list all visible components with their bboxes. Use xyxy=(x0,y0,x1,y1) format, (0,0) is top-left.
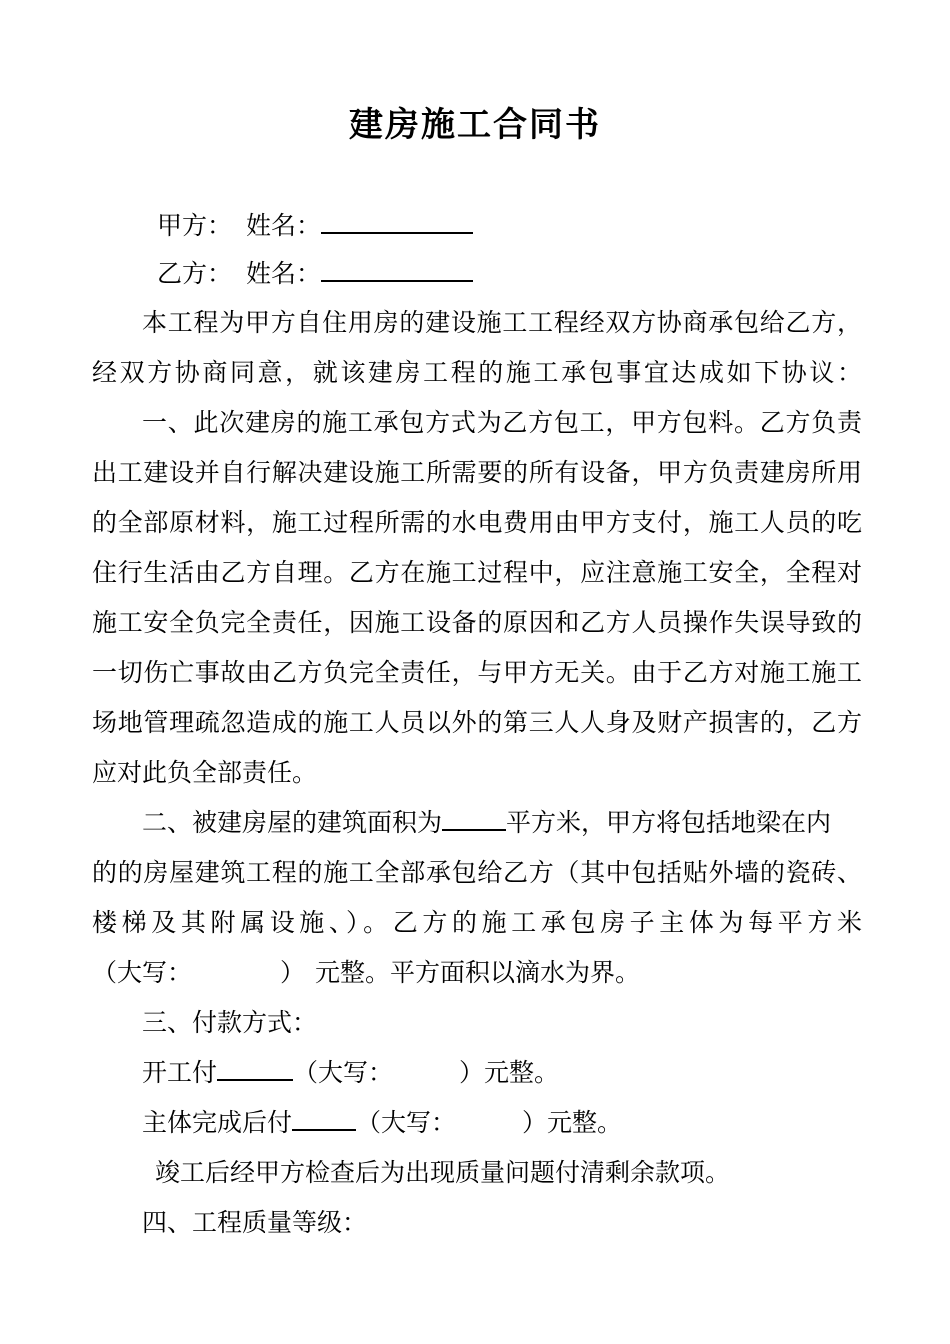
payment-1-suffix: ）元整。 xyxy=(459,1058,560,1087)
party-b-name-blank xyxy=(321,258,473,282)
payment-1-line xyxy=(142,1056,912,1090)
final-payment-line: 竣工后经甲方检查后为出现质量问题付清剩余款项。 xyxy=(155,1158,731,1187)
clause1-line-5: 施工安全负完全责任，因施工设备的原因和乙方人员操作失误导致的 xyxy=(92,608,862,637)
payment-1-blank xyxy=(217,1057,293,1081)
payment-1-upper-label: （大写： xyxy=(293,1058,394,1087)
clause2-line1-b: 平方米，甲方将包括地梁在内 xyxy=(506,808,832,837)
clause1-line-8: 应对此负全部责任。 xyxy=(92,758,318,787)
payment-2-line xyxy=(142,1106,912,1140)
party-b-line xyxy=(157,257,927,291)
clause2-line-2: 的的房屋建筑工程的施工全部承包给乙方（其中包括贴外墙的瓷砖、 xyxy=(92,858,862,887)
clause3-heading: 三、付款方式： xyxy=(142,1008,318,1037)
payment-2-blank xyxy=(292,1107,356,1131)
party-a-name-blank xyxy=(321,210,473,234)
payment-2-label: 主体完成后付 xyxy=(142,1108,293,1137)
clause2-line4-c: 元整。平方面积以滴水为界。 xyxy=(315,958,641,987)
clause1-line-7: 场地管理疏忽造成的施工人员以外的第三人人身及财产损害的，乙方 xyxy=(92,708,862,737)
clause4-heading: 四、工程质量等级： xyxy=(142,1208,368,1237)
clause2-line1-a: 二、被建房屋的建筑面积为 xyxy=(142,808,443,837)
party-a-name-label: 姓名： xyxy=(246,211,322,240)
clause1-line-2: 出工建设并自行解决建设施工所需要的所有设备，甲方负责建房所用 xyxy=(92,458,862,487)
document-title: 建房施工合同书 xyxy=(349,105,601,145)
party-a-label: 甲方： xyxy=(157,211,233,240)
clause1-line-6: 一切伤亡事故由乙方负完全责任，与甲方无关。由于乙方对施工施工 xyxy=(92,658,862,687)
payment-2-suffix: ）元整。 xyxy=(522,1108,623,1137)
payment-1-label: 开工付 xyxy=(142,1058,218,1087)
clause2-line4-b: ） xyxy=(280,958,306,987)
clause2-line-3: 楼梯及其附属设施、）。乙方的施工承包房子主体为每平方米 xyxy=(92,908,862,937)
payment-2-upper-label: （大写： xyxy=(356,1108,457,1137)
clause1-line-1: 一、此次建房的施工承包方式为乙方包工，甲方包料。乙方负责 xyxy=(142,408,862,437)
clause2-line-1 xyxy=(142,806,862,840)
area-blank xyxy=(442,807,506,831)
party-b-label: 乙方： xyxy=(157,259,233,288)
party-a-line xyxy=(157,209,927,243)
clause2-line4-a: （大写： xyxy=(92,958,193,987)
clause1-line-3: 的全部原材料，施工过程所需的水电费用由甲方支付，施工人员的吃 xyxy=(92,508,862,537)
party-b-name-label: 姓名： xyxy=(246,259,322,288)
clause1-line-4: 住行生活由乙方自理。乙方在施工过程中，应注意施工安全，全程对 xyxy=(92,558,862,587)
clause2-line-4 xyxy=(92,956,862,990)
intro-line-2: 经双方协商同意，就该建房工程的施工承包事宜达成如下协议： xyxy=(92,358,862,387)
intro-line-1: 本工程为甲方自住用房的建设施工工程经双方协商承包给乙方， xyxy=(142,308,862,337)
